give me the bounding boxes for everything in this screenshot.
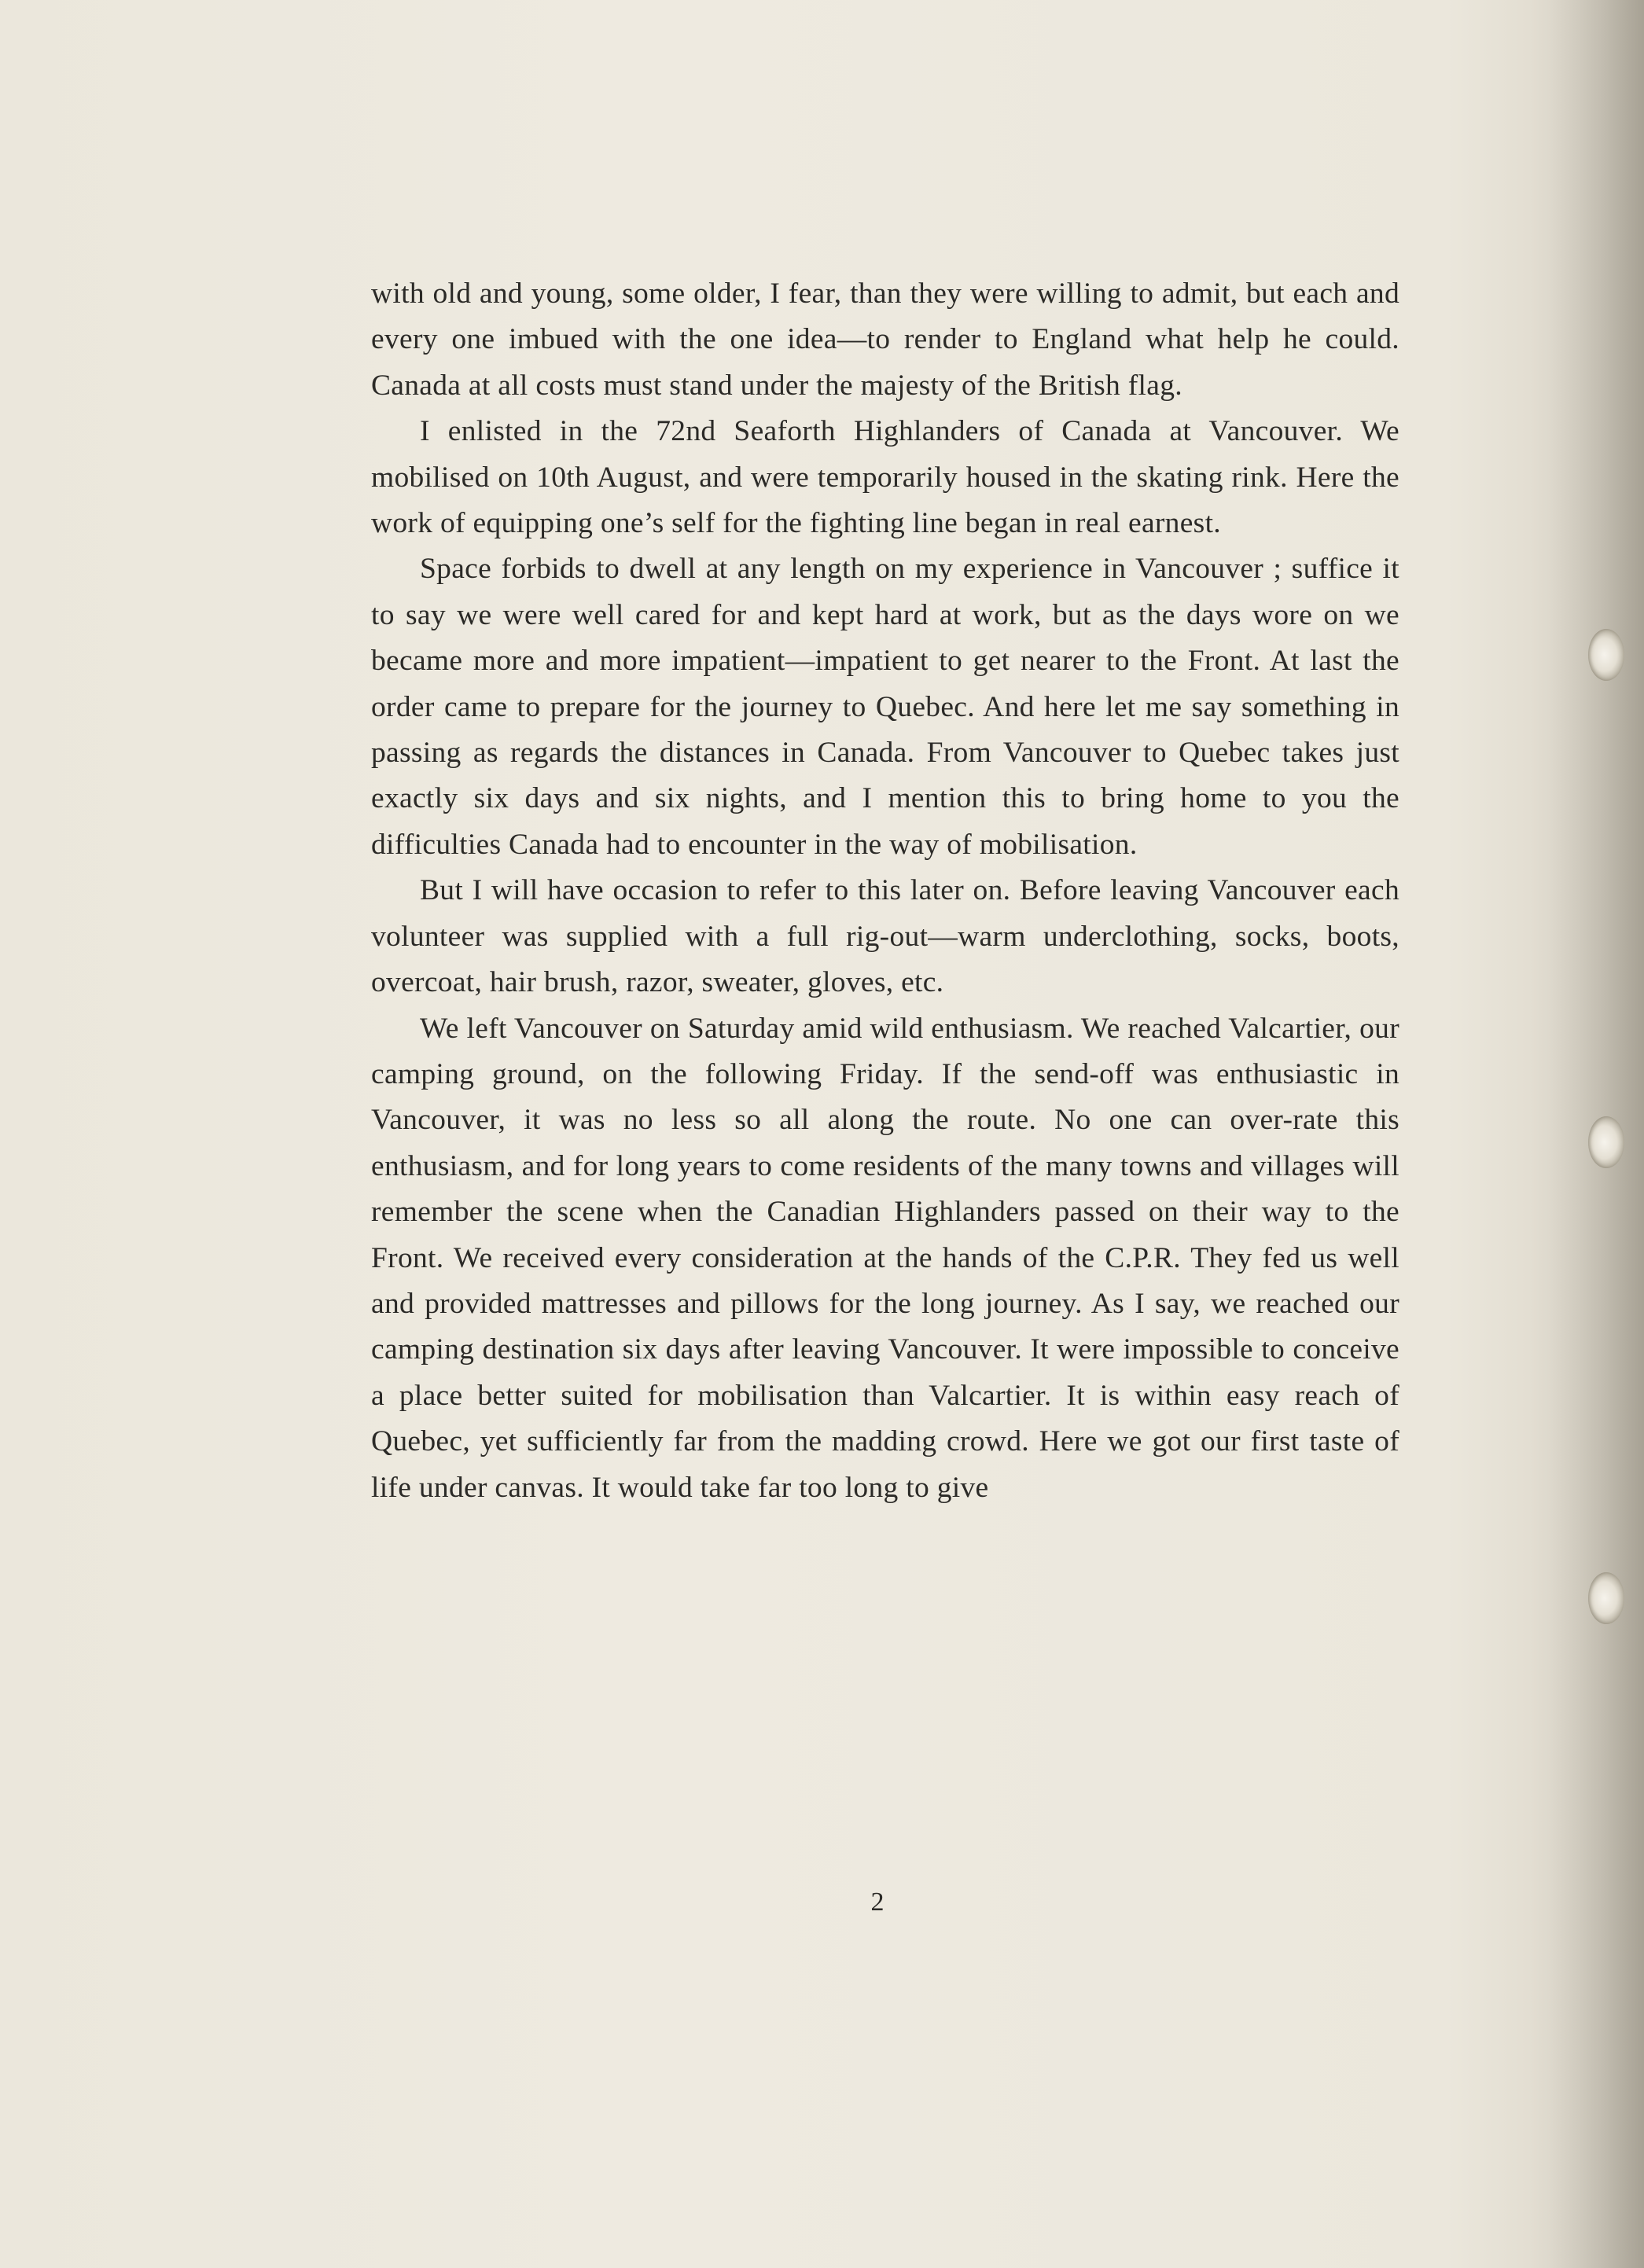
paragraph-5: We left Vancouver on Saturday amid wild enthusiasm. We reached Valcartier, our camping ground, on the following Friday. If the send-off was enthusiastic in Vancouver, it was no less so all along the route. No one can over-rate this enthusiasm, and for long years to come residents of the many towns and villages will remember the scene when the Canadian Highlanders passed on their way to the Front. We received every consideration at the hands of the C.P.R. They fed us well and provided mattresses and pillows for the long journey. As I say, we reached our camping destination six days after leaving Vancouver. It were impossible to conceive a place better suited for mobilisation than Valcartier. It is within easy reach of Quebec, yet sufficiently far from the madding crowd. Here we got our first taste of life under canvas. It would take far too long to give [371,1012,1399,1504]
binding-hole [1588,1572,1624,1624]
paragraph-4: But I will have occasion to refer to this later on. Before leaving Vancouver each volunteer was supplied with a full rig-out—warm underclothing, socks, boots, overcoat, hair brush, razor, sweater, gloves, etc. [371,874,1399,999]
paragraph-2: I enlisted in the 72nd Seaforth Highlanders of Canada at Vancouver. We mobilised on 10th August, and were temporarily housed in the skating rink. Here the work of equipping one’s self for the fighting line began in real earnest. [371,415,1399,540]
paragraph-3: Space forbids to dwell at any length on my experience in Vancouver ; suffice it to say we were well cared for and kept hard at work, but as the days wore on we became more and more impatient—impatient to get nearer to the Front. At last the order came to prepare for the journey to Quebec. And here let me say something in passing as regards the distances in Canada. From Vancouver to Quebec takes just exactly six days and six nights, and I mention this to bring home to you the difficulties Canada had to encounter in the way of mobilisation. [371,553,1399,861]
page-number: 2 [870,1888,885,1917]
paragraph-1: with old and young, some older, I fear, than they were willing to admit, but each and every one imbued with the one idea—to render to England what help he could. Canada at all costs must stand under the majesty of the British flag. [371,278,1399,402]
binding-hole [1588,629,1624,681]
body-text [371,271,1399,1511]
binding-hole [1588,1116,1624,1168]
